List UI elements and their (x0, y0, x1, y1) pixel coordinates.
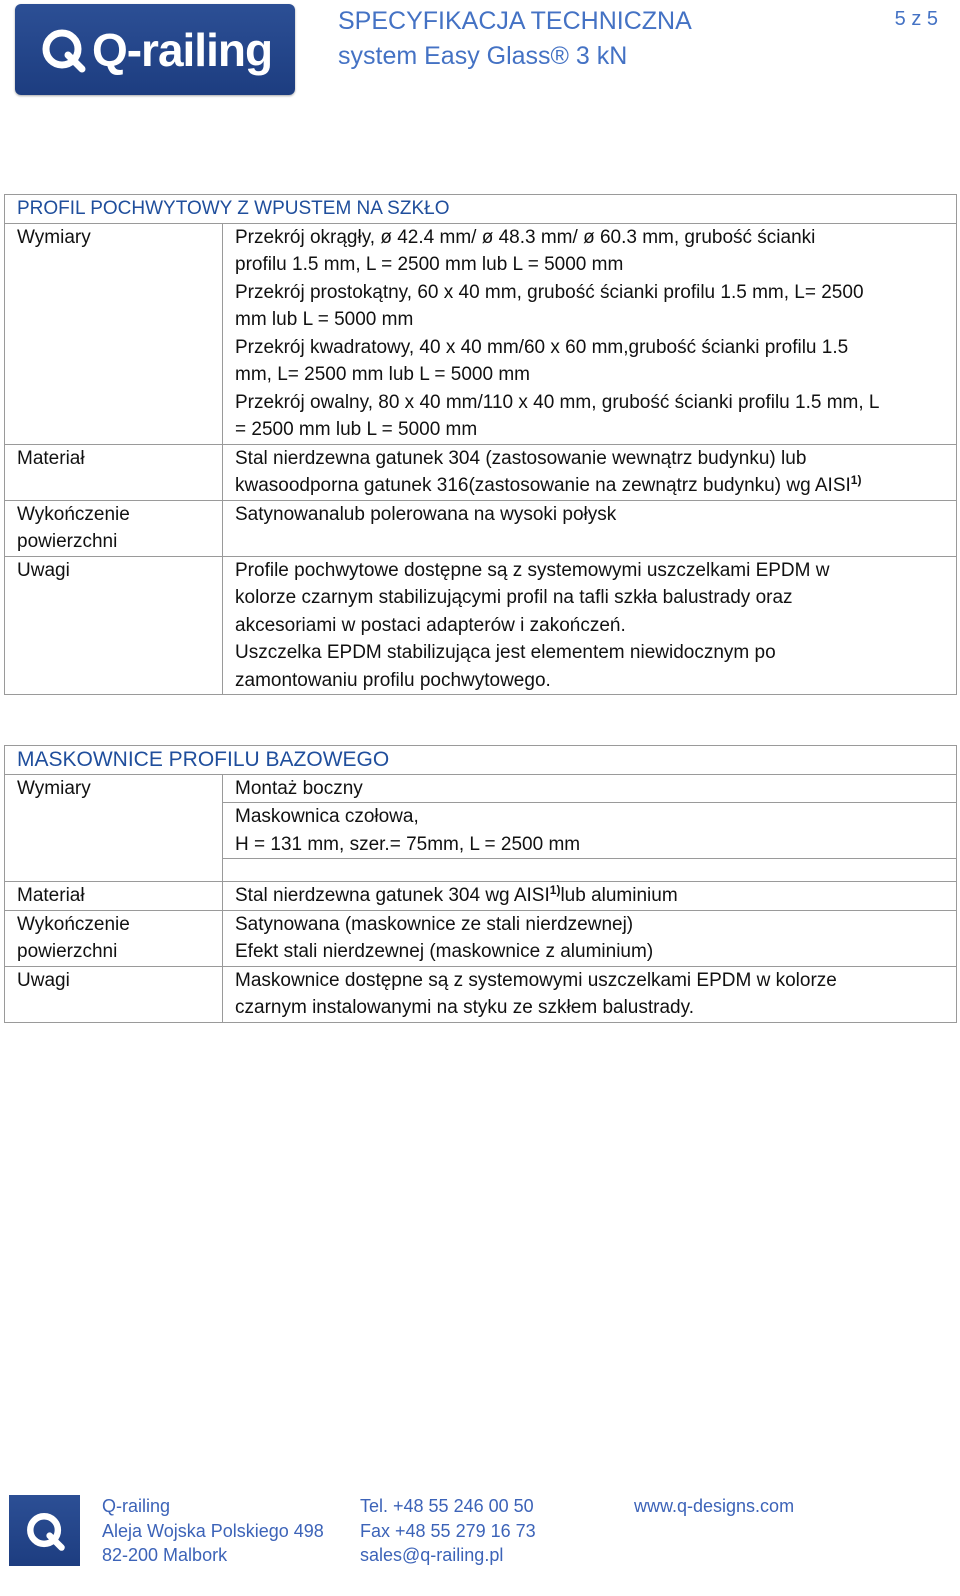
text-fragment: kwasoodporna gatunek 316(zastosowanie na zewnątrz budynku) wg AISI (235, 475, 851, 496)
label-line: powierzchni (17, 531, 118, 552)
q-logo-icon (38, 25, 88, 75)
table-row (5, 910, 957, 966)
row-label: Uwagi (5, 556, 223, 695)
label-line: powierzchni (17, 941, 118, 962)
text-line (235, 472, 948, 500)
row-label: Materiał (5, 444, 223, 500)
row-value (223, 444, 957, 500)
footer-email-link[interactable]: sales@q-railing.pl (360, 1545, 504, 1565)
footer-logo (9, 1495, 80, 1566)
label-line: Wykończenie (17, 503, 130, 525)
footer-address (102, 1494, 324, 1568)
footnote-ref: 1) (549, 883, 561, 897)
footer-fax: Fax +48 55 279 16 73 (360, 1520, 536, 1541)
page-footer (0, 1490, 960, 1596)
section-title: MASKOWNICE PROFILU BAZOWEGO (5, 746, 957, 775)
logo-text: Q-railing (91, 23, 273, 76)
empty-cell (223, 859, 957, 882)
footer-contact (360, 1494, 536, 1568)
company-logo (15, 4, 295, 95)
text-line: Przekrój owalny, 80 x 40 mm/110 x 40 mm, grubość ścianki profilu 1.5 mm, L (235, 391, 880, 413)
row-label (5, 910, 223, 966)
row-label (5, 500, 223, 556)
text-line: Stal nierdzewna gatunek 304 (zastosowanie wewnątrz budynku) lub (235, 447, 807, 469)
text-line: profilu 1.5 mm, L = 2500 mm lub L = 5000 mm (235, 254, 624, 275)
row-value (223, 803, 957, 859)
row-value: Montaż boczny (223, 774, 957, 803)
q-logo-icon (22, 1508, 68, 1554)
document-header (338, 4, 692, 74)
row-label: Wymiary (5, 774, 223, 882)
row-value (223, 223, 957, 444)
footnote-ref: 1) (850, 473, 862, 487)
text-line: kolorze czarnym stabilizującymi profil na tafli szkła balustrady oraz (235, 587, 793, 608)
text-fragment: lub aluminium (560, 885, 678, 906)
footer-city: 82-200 Malbork (102, 1545, 228, 1565)
table-row (5, 966, 957, 1022)
document-subtitle: system Easy Glass® 3 kN (338, 42, 628, 70)
base-profile-cover-table (4, 745, 957, 1023)
footer-website-link[interactable]: www.q-designs.com (634, 1496, 795, 1516)
footer-web (634, 1494, 794, 1519)
text-line: Przekrój prostokątny, 60 x 40 mm, grubość ścianki profilu 1.5 mm, L= 2500 (235, 281, 864, 303)
text-line: akcesoriami w postaci adapterów i zakończeń. (235, 614, 626, 636)
text-line: Uszczelka EPDM stabilizująca jest elementem niewidocznym po (235, 642, 776, 663)
section-title: PROFIL POCHWYTOWY Z WPUSTEM NA SZKŁO (5, 195, 957, 224)
table-row (5, 774, 957, 803)
row-value (223, 966, 957, 1022)
text-line: Maskownice dostępne są z systemowymi uszczelkami EPDM w kolorze (235, 969, 837, 991)
page-number: 5 z 5 (894, 8, 938, 30)
text-line: Maskownica czołowa, (235, 806, 419, 827)
row-label: Uwagi (5, 966, 223, 1022)
table-row (5, 882, 957, 911)
document-title: SPECYFIKACJA TECHNICZNA (338, 7, 692, 35)
text-line: Efekt stali nierdzewnej (maskownice z aluminium) (235, 941, 654, 962)
row-value (223, 882, 957, 911)
table-row (5, 223, 957, 444)
row-label: Wymiary (5, 223, 223, 444)
text-line: Przekrój okrągły, ø 42.4 mm/ ø 48.3 mm/ ø 60.3 mm, grubość ścianki (235, 226, 816, 248)
text-line: Profile pochwytowe dostępne są z systemowymi uszczelkami EPDM w (235, 559, 830, 581)
table-row (5, 556, 957, 695)
text-line: Satynowana (maskownice ze stali nierdzewnej) (235, 913, 634, 935)
text-line: Przekrój kwadratowy, 40 x 40 mm/60 x 60 mm,grubość ścianki profilu 1.5 (235, 336, 849, 358)
text-line: zamontowaniu profilu pochwytowego. (235, 669, 551, 691)
text-line: czarnym instalowanymi na styku ze szkłem balustrady. (235, 997, 694, 1018)
row-value: Satynowanalub polerowana na wysoki połysk (223, 500, 957, 556)
text-fragment: Stal nierdzewna gatunek 304 wg AISI (235, 885, 550, 906)
text-line: mm, L= 2500 mm lub L = 5000 mm (235, 364, 530, 385)
text-line: H = 131 mm, szer.= 75mm, L = 2500 mm (235, 833, 581, 855)
row-value (223, 910, 957, 966)
row-label: Materiał (5, 882, 223, 911)
footer-tel: Tel. +48 55 246 00 50 (360, 1496, 534, 1516)
footer-company: Q-railing (102, 1496, 171, 1516)
text-line: mm lub L = 5000 mm (235, 309, 414, 330)
text-line: = 2500 mm lub L = 5000 mm (235, 419, 478, 440)
row-value (223, 556, 957, 695)
label-line: Wykończenie (17, 913, 130, 935)
footer-street: Aleja Wojska Polskiego 498 (102, 1520, 324, 1541)
handrail-profile-table (4, 194, 957, 695)
table-row (5, 500, 957, 556)
table-row (5, 444, 957, 500)
